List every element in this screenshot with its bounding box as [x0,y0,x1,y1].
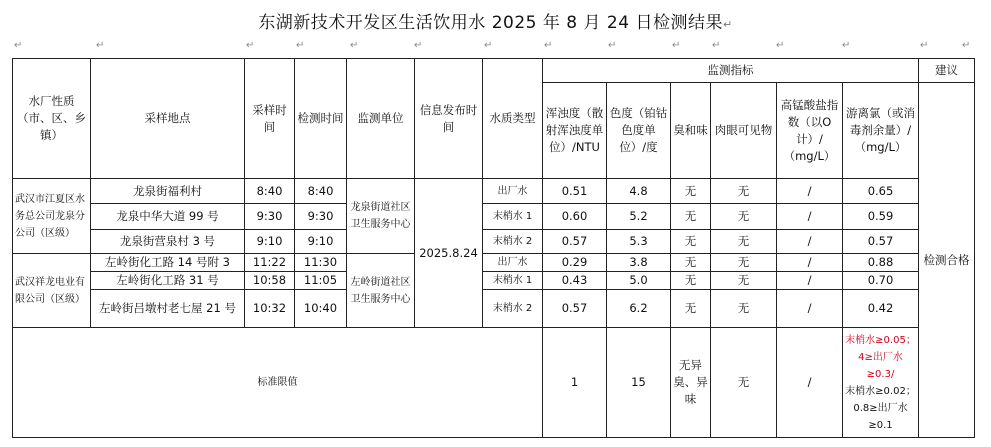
perm-6: / [777,290,843,328]
limits-label: 标准限值 [13,328,543,438]
sample-time-4: 11:22 [245,254,295,272]
header-sample-time: 采样时间 [245,59,295,179]
perm-2: / [777,204,843,230]
visible-3: 无 [711,230,777,254]
page-title: 东湖新技术开发区生活饮用水 2025 年 8 月 24 日检测结果↵ [258,13,733,33]
limit-chlorine-black: 末梢水≥0.02；0.8≥出厂水≥0.1 [845,385,916,431]
location-5: 左岭街化工路 31 号 [91,272,245,290]
visible-2: 无 [711,204,777,230]
turbidity-4: 0.29 [543,254,607,272]
sample-time-5: 10:58 [245,272,295,290]
perm-4: / [777,254,843,272]
location-1: 龙泉街福利村 [91,179,245,204]
plant-2: 武汉祥龙电业有限公司（区级） [13,254,91,328]
location-2: 龙泉中华大道 99 号 [91,204,245,230]
column-guide-row: ↵ ↵ ↵ ↵ ↵ ↵ ↵ ↵ ↵ ↵ ↵ ↵ ↵ ↵ ↵ [14,40,971,51]
odor-6: 无 [671,290,711,328]
visible-1: 无 [711,179,777,204]
perm-5: / [777,272,843,290]
limit-visible: 无 [711,328,777,438]
visible-4: 无 [711,254,777,272]
water-type-5: 末梢水 1 [483,272,543,290]
publish-date: 2025.8.24 [415,179,483,328]
visible-5: 无 [711,272,777,290]
color-3: 5.3 [607,230,671,254]
plant-1: 武汉市江夏区水务总公司龙泉分公司（区级） [13,179,91,254]
header-unit: 监测单位 [347,59,415,179]
test-time-6: 10:40 [295,290,347,328]
location-3: 龙泉街营泉村 3 号 [91,230,245,254]
result-cell: 检测合格 [919,83,975,438]
limit-chlorine [843,328,919,438]
limit-perm: / [777,328,843,438]
perm-3: / [777,230,843,254]
water-type-1: 出厂水 [483,179,543,204]
color-2: 5.2 [607,204,671,230]
chlorine-3: 0.57 [843,230,919,254]
water-type-6: 末梢水 2 [483,290,543,328]
water-type-3: 末梢水 2 [483,230,543,254]
header-permanganate: 高锰酸盐指数（以O计）/（mg/L） [777,83,843,179]
test-time-4: 11:30 [295,254,347,272]
color-6: 6.2 [607,290,671,328]
visible-6: 无 [711,290,777,328]
limit-odor: 无异臭、异味 [671,328,711,438]
odor-4: 无 [671,254,711,272]
location-6: 左岭街吕墩村老七屋 21 号 [91,290,245,328]
test-time-2: 9:30 [295,204,347,230]
turbidity-1: 0.51 [543,179,607,204]
odor-5: 无 [671,272,711,290]
header-turbidity: 浑浊度（散射浑浊度单位）/NTU [543,83,607,179]
color-1: 4.8 [607,179,671,204]
location-4: 左岭街化工路 14 号附 3 [91,254,245,272]
color-5: 5.0 [607,272,671,290]
turbidity-5: 0.43 [543,272,607,290]
header-test-time: 检测时间 [295,59,347,179]
sample-time-6: 10:32 [245,290,295,328]
chlorine-6: 0.42 [843,290,919,328]
header-water-type: 水质类型 [483,59,543,179]
sample-time-1: 8:40 [245,179,295,204]
turbidity-3: 0.57 [543,230,607,254]
unit-1: 龙泉街道社区卫生服务中心 [347,179,415,254]
water-type-2: 末梢水 1 [483,204,543,230]
water-type-4: 出厂水 [483,254,543,272]
header-location: 采样地点 [91,59,245,179]
odor-2: 无 [671,204,711,230]
sample-time-3: 9:10 [245,230,295,254]
header-indicators: 监测指标 [543,59,919,83]
limit-turbidity: 1 [543,328,607,438]
test-time-3: 9:10 [295,230,347,254]
chlorine-4: 0.88 [843,254,919,272]
header-plant: 水厂性质（市、区、乡镇） [13,59,91,179]
perm-1: / [777,179,843,204]
header-publish-time: 信息发布时间 [415,59,483,179]
header-odor: 臭和味 [671,83,711,179]
color-4: 3.8 [607,254,671,272]
turbidity-2: 0.60 [543,204,607,230]
sample-time-2: 9:30 [245,204,295,230]
unit-2: 左岭街道社区卫生服务中心 [347,254,415,328]
water-quality-table [12,58,975,438]
test-time-5: 11:05 [295,272,347,290]
limit-color: 15 [607,328,671,438]
chlorine-1: 0.65 [843,179,919,204]
limit-chlorine-red: 末梢水≥0.05；4≥出厂水≥0.3/ [845,334,916,380]
header-visible: 肉眼可见物 [711,83,777,179]
chlorine-5: 0.70 [843,272,919,290]
odor-3: 无 [671,230,711,254]
chlorine-2: 0.59 [843,204,919,230]
header-color: 色度（铂钴色度单位）/度 [607,83,671,179]
test-time-1: 8:40 [295,179,347,204]
odor-1: 无 [671,179,711,204]
header-chlorine: 游离氯（或消毒剂余量）/（mg/L） [843,83,919,179]
header-suggestion: 建议 [919,59,975,83]
turbidity-6: 0.57 [543,290,607,328]
